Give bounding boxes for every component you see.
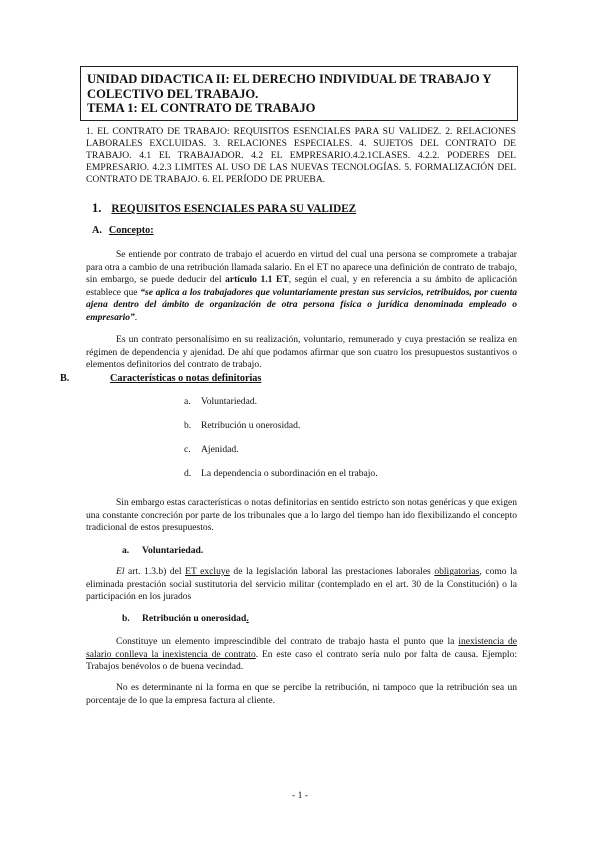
table-of-contents: 1. EL CONTRATO DE TRABAJO: REQUISITOS ESENCIALES PARA SU VALIDEZ. 2. RELACIONES LABORALES EXCLUIDAS. 3. RELACIONES ESPECIALES. 4. SUJETOS DEL CONTRATO DE TRABAJO. 4.1 EL TRABAJADOR. 4.2 EL EMPRESARIO.4.2.1CLASES. 4.2.2. PODERES DEL EMPRESARIO. 4.2.3 LIMITES AL USO DE LAS NUEVAS TECNOLOGÍAS. 5. FORMALIZACIÓN DEL CONTRATO DE TRABAJO. 6. EL PERÍODO DE PRUEBA. bbox=[86, 126, 516, 185]
voluntariness-label: a. bbox=[122, 545, 130, 556]
list-item-text: Retribución u onerosidad. bbox=[201, 420, 301, 431]
voluntariness-italic: El bbox=[116, 566, 125, 577]
remuneration-dot: . bbox=[246, 613, 249, 624]
list-item-label: c. bbox=[184, 444, 191, 455]
unit-title-line-1: UNIDAD DIDACTICA II: EL DERECHO INDIVIDUAL DE TRABAJO Y bbox=[87, 72, 492, 86]
voluntariness-text-1: art. 1.3.b) del bbox=[128, 566, 182, 577]
salary-inexistence-text: inexistencia de salario conlleva la inexistencia de contrato bbox=[86, 636, 518, 660]
section-1-heading bbox=[92, 201, 356, 216]
remuneration-title: Retribución u onerosidad bbox=[142, 613, 247, 624]
list-item bbox=[184, 444, 239, 456]
concept-text-1: Se entiende por contrato de trabajo el acuerdo en virtud del cual una persona se compromete a trabajar para otra a cambio de una retribución llamada salario. En el ET no aparece una definición de contrato de trabajo, sin embargo, se puede deducir del bbox=[86, 249, 517, 285]
remuneration-text-2: . En este caso el contrato sería nulo por falta de causa. Ejemplo: Trabajos benévolos o de buena vecindad. bbox=[86, 648, 517, 672]
remuneration-form-text: No es determinante ni la forma en que se percibe la retribución, ni tampoco que la retribución sea un porcentaje de lo que la empresa factura al cliente. bbox=[86, 682, 517, 706]
topic-title: TEMA 1: EL CONTRATO DE TRABAJO bbox=[87, 101, 316, 115]
list-item-label: b. bbox=[184, 420, 192, 431]
section-a-label: A. bbox=[92, 225, 102, 236]
voluntariness-title: Voluntariedad. bbox=[142, 545, 204, 556]
personal-contract-text: Es un contrato personalísimo en su realización, voluntario, remunerado y cuya prestación se realiza en régimen de dependencia y ajenidad. De ahí que podamos afirmar que son cuatro los presupuestos sustantivos o elementos definitorios del contrato de trabajo. bbox=[86, 334, 517, 370]
page-number: - 1 - bbox=[292, 790, 308, 801]
section-1-number: 1. bbox=[92, 201, 102, 215]
section-b-label: B. bbox=[60, 373, 70, 384]
list-item-text: Voluntariedad. bbox=[201, 396, 258, 407]
list-item-text: La dependencia o subordinación en el trabajo. bbox=[201, 468, 378, 479]
list-item bbox=[184, 420, 300, 432]
list-item bbox=[184, 468, 378, 480]
voluntariness-heading bbox=[122, 545, 203, 556]
unit-title-box bbox=[80, 66, 518, 121]
list-item-label: d. bbox=[184, 468, 192, 479]
concept-end: . bbox=[134, 311, 138, 323]
section-a-heading bbox=[92, 225, 154, 236]
section-b-heading bbox=[60, 373, 261, 384]
et-excluye-link-text: ET excluye bbox=[185, 566, 230, 577]
voluntariness-text-3: , como la eliminada prestación social sustitutoria del servicio militar (contemplado en el art. 30 de la Constitución) o la participación en los jurados bbox=[86, 566, 518, 602]
list-item-label: a. bbox=[184, 396, 191, 407]
list-item bbox=[184, 396, 257, 408]
article-reference: artículo 1.1 ET bbox=[225, 274, 289, 285]
characteristics-paragraph bbox=[86, 497, 517, 535]
personal-contract-paragraph bbox=[86, 334, 517, 372]
list-item-text: Ajenidad. bbox=[201, 444, 239, 455]
remuneration-paragraph bbox=[86, 636, 517, 674]
remuneration-label: b. bbox=[122, 613, 130, 624]
remuneration-text-1: Constituye un elemento imprescindible del contrato de trabajo hasta el punto que la bbox=[116, 636, 455, 647]
remuneration-heading bbox=[122, 613, 249, 624]
characteristics-text: Sin embargo estas características o notas definitorias en sentido estricto son notas genéricas y que exigen una constante concreción por parte de los tribunales que a lo largo del tiempo han ido flexibilizando el concepto tradicional de estos presupuestos. bbox=[86, 497, 517, 533]
section-1-title: REQUISITOS ESENCIALES PARA SU VALIDEZ bbox=[111, 203, 357, 215]
concept-text-2: , según el cual, y en referencia a su ámbito de aplicación establece que bbox=[86, 274, 517, 298]
unit-title-line-2: COLECTIVO DEL TRABAJO. bbox=[87, 86, 259, 101]
legal-quote: “se aplica a los trabajadores que voluntariamente prestan sus servicios, retribuidos, por cuenta ajena dentro del ámbito de organización de otra persona física o jurídica denominada empleado o empresario” bbox=[86, 286, 517, 323]
voluntariness-text-2: de la legislación laboral las prestaciones laborales bbox=[233, 566, 431, 577]
section-a-title: Concepto: bbox=[108, 225, 154, 236]
voluntariness-paragraph bbox=[86, 566, 517, 604]
section-b-title: Características o notas definitorias bbox=[110, 373, 262, 384]
concept-paragraph bbox=[86, 249, 517, 324]
remuneration-form-paragraph bbox=[86, 682, 517, 707]
obligatorias-text: obligatorias bbox=[434, 566, 480, 577]
